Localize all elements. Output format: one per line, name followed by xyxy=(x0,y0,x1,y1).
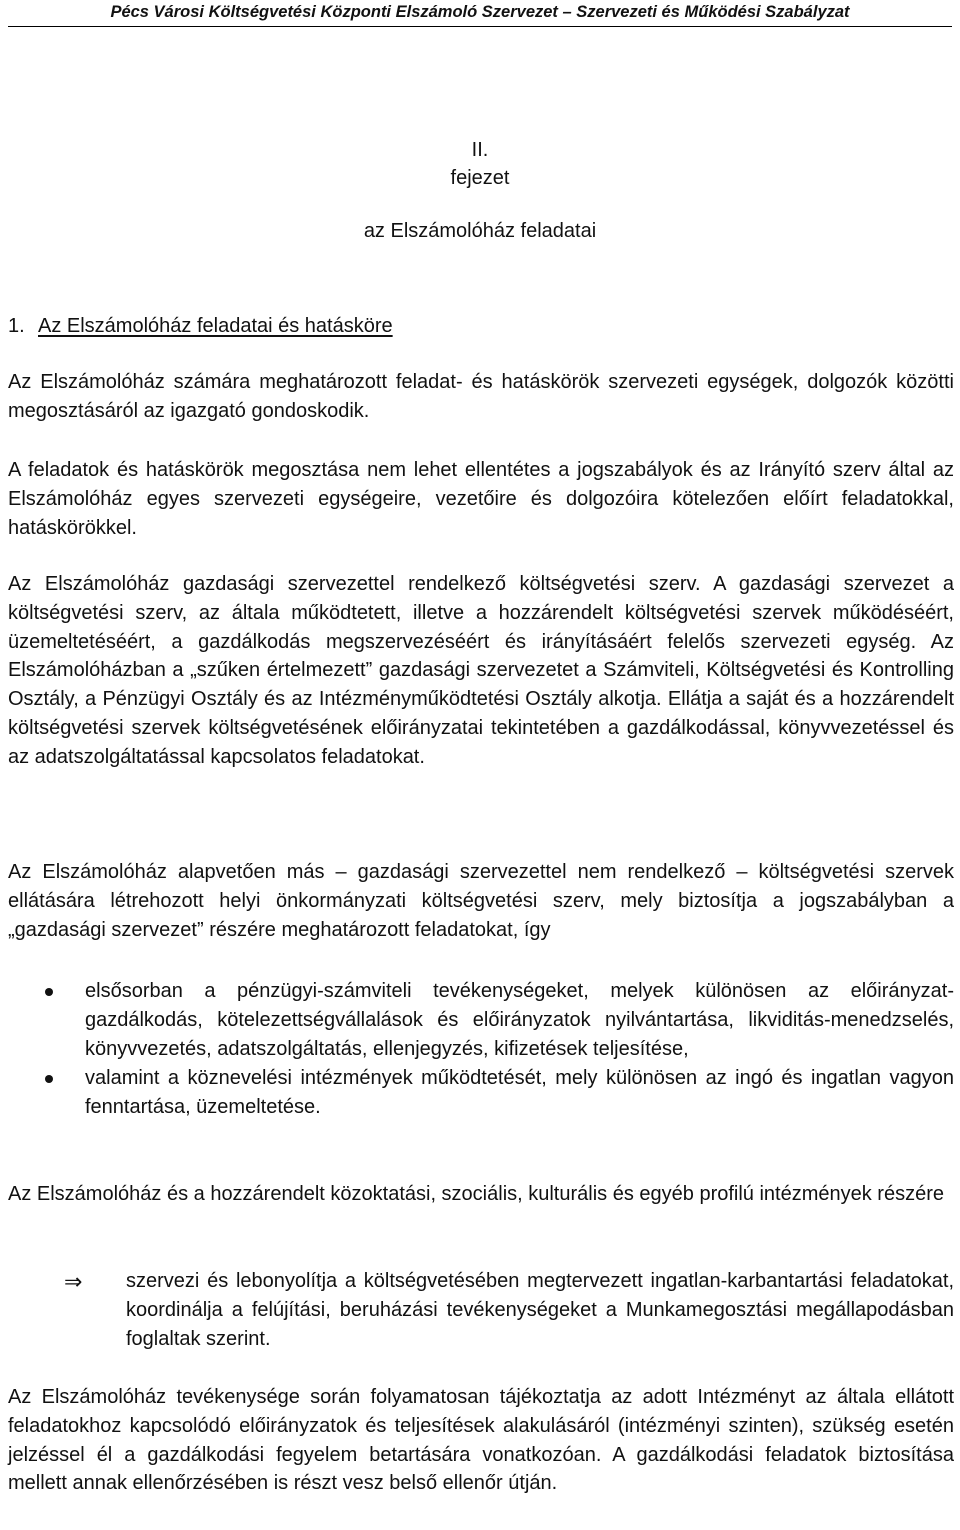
paragraph-4: Az Elszámolóház alapvetően más – gazdasági szervezettel nem rendelkező – költségvetési szervek ellátására létrehozott helyi önkormányzati költségvetési szerv, mely biztosítja a jogszabályban a „gazdasági szervezet” részére meghatározott feladatokat, így xyxy=(8,861,954,941)
list-item xyxy=(8,1064,954,1122)
list-item xyxy=(8,977,954,1064)
bullet-list xyxy=(8,977,954,1122)
paragraph-3: Az Elszámolóház gazdasági szervezettel rendelkező költségvetési szerv. A gazdasági szervezet a költségvetési szerv, az általa működtetett, illetve a hozzárendelt költségvetési szervek működéséért, üzemeltetéséért, a gazdálkodás megszervezéséért és irányításáért felelős szervezeti egység. Az Elszámolóházban a „szűken értelmezett” gazdasági szervezetet a Számviteli, Költségvetési és Kontrolling Osztály, a Pénzügyi Osztály és az Intézményműködtetési Osztály alkotja. Ellátja a saját és a hozzárendelt költségvetési szervek költségvetésének előirányzatai tekintetében a gazdálkodással, könyvvezetéssel és az adatszolgáltatással kapcsolatos feladatokat. xyxy=(8,573,954,768)
section-heading xyxy=(8,312,393,340)
paragraph-5: Az Elszámolóház és a hozzárendelt közoktatási, szociális, kulturális és egyéb profilú intézmények részére xyxy=(8,1183,944,1205)
paragraph-6: Az Elszámolóház tevékenysége során folyamatosan tájékoztatja az adott Intézményt az általa ellátott feladatokhoz kapcsolódó előirányzatok és teljesítések alakulásáról (intézményi szinten), szükség esetén jelzéssel él a gazdálkodási fegyelem betartására vonatkozóan. A gazdálkodási feladatok biztosítása mellett annak ellenőrzésében is részt vesz belső ellenőr útján. xyxy=(8,1386,954,1495)
bullet-text: valamint a köznevelési intézmények működtetését, mely különösen az ingó és ingatlan vagyon fenntartása, üzemeltetése. xyxy=(85,1067,954,1118)
chapter-number: II. xyxy=(471,139,489,161)
bullet-icon xyxy=(45,988,53,996)
bullet-icon xyxy=(45,1075,53,1083)
header-divider xyxy=(8,26,952,27)
section-title: Az Elszámolóház feladatai és hatásköre xyxy=(38,315,393,337)
paragraph-2: A feladatok és hatáskörök megosztása nem lehet ellentétes a jogszabályok és az Irányító szerv által az Elszámolóház egyes szervezeti egységeire, vezetőire és dolgozóira kötelezően előírt feladatokkal, hatáskörökkel. xyxy=(8,459,954,539)
running-header: Pécs Városi Költségvetési Központi Elszámoló Szervezet – Szervezeti és Működési Szabályzat xyxy=(110,3,850,21)
arrow-list-item xyxy=(8,1267,954,1354)
arrow-item-text: szervezi és lebonyolítja a költségvetésében megtervezett ingatlan-karbantartási feladatokat, koordinálja a felújítási, beruházási tevékenységeket a Munkamegosztási megállapodásban foglaltak szerint. xyxy=(126,1270,954,1350)
paragraph-1: Az Elszámolóház számára meghatározott feladat- és hatáskörök szervezeti egységek, dolgozók közötti megosztásáról az igazgató gondoskodik. xyxy=(8,371,954,422)
section-number: 1. xyxy=(8,315,25,337)
bullet-text: elsősorban a pénzügyi-számviteli tevékenységeket, melyek különösen az előirányzat-gazdálkodás, kötelezettségvállalások és előirányzatok nyilvántartása, likviditás-menedzselés, könyvvezetés, adatszolgáltatás, ellenjegyzés, kifizetések teljesítése, xyxy=(85,980,954,1060)
double-arrow-right-icon: ⇒ xyxy=(64,1269,83,1294)
chapter-title: az Elszámolóház feladatai xyxy=(363,220,597,242)
chapter-label: fejezet xyxy=(450,167,510,189)
